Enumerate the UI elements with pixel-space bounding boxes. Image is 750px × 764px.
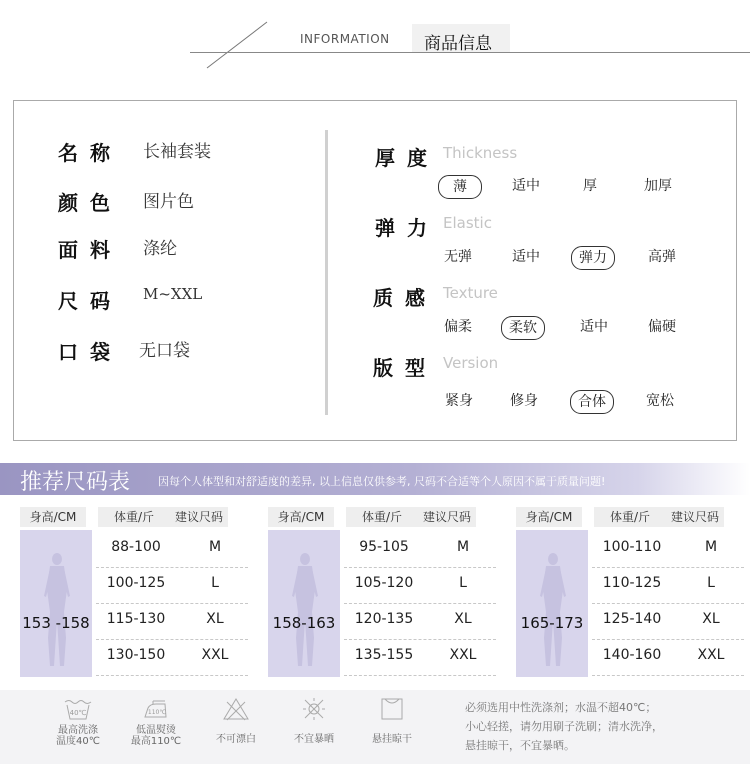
care-instructions bbox=[0, 690, 750, 764]
attr-label-pocket: 口袋 bbox=[58, 340, 122, 364]
attr-label-color: 颜色 bbox=[58, 191, 122, 215]
header-weight: 体重/斤 bbox=[346, 507, 418, 527]
weight-cell: 88-100 bbox=[111, 539, 161, 555]
table-row bbox=[592, 603, 744, 640]
size-cell: M bbox=[456, 539, 470, 555]
feature-en-version: Version bbox=[443, 354, 499, 372]
size-chart-note: 因每个人体型和对舒适度的差异, 以上信息仅供参考, 尺码不合适等个人原因不属于质量问题! bbox=[158, 475, 606, 488]
body-silhouette-icon bbox=[288, 550, 322, 670]
weight-cell: 100-110 bbox=[602, 539, 662, 555]
feature-label-texture: 质感 bbox=[373, 286, 437, 310]
size-cell: L bbox=[707, 575, 715, 591]
texture-option: 适中 bbox=[580, 319, 608, 335]
attr-value-name: 长袖套装 bbox=[143, 142, 211, 162]
care-note-line: 小心轻搓，请勿用刷子洗刷；清水洗净， bbox=[465, 720, 663, 733]
table-row bbox=[96, 531, 248, 568]
size-cell: XL bbox=[702, 611, 720, 627]
height-range: 158-163 bbox=[272, 614, 336, 632]
body-silhouette-icon bbox=[40, 550, 74, 670]
header-height: 身高/CM bbox=[268, 507, 334, 527]
iron-110-icon bbox=[141, 696, 171, 722]
header-height: 身高/CM bbox=[20, 507, 86, 527]
feature-en-texture: Texture bbox=[443, 284, 498, 302]
attr-value-color: 图片色 bbox=[143, 192, 194, 212]
attr-label-fabric: 面料 bbox=[58, 238, 122, 262]
version-option: 合体 bbox=[570, 390, 614, 414]
table-row bbox=[592, 639, 744, 676]
body-silhouette-icon bbox=[536, 550, 570, 670]
weight-cell: 130-150 bbox=[106, 647, 166, 663]
size-cell: XL bbox=[454, 611, 472, 627]
size-cell: XL bbox=[206, 611, 224, 627]
height-cell bbox=[20, 530, 92, 677]
thickness-option: 适中 bbox=[512, 178, 540, 194]
weight-cell: 120-135 bbox=[354, 611, 414, 627]
attr-value-pocket: 无口袋 bbox=[139, 341, 190, 361]
texture-option: 偏硬 bbox=[648, 319, 676, 335]
elastic-option: 适中 bbox=[512, 249, 540, 265]
care-label: 不宜暴晒 bbox=[294, 734, 334, 745]
size-chart-title: 推荐尺码表 bbox=[20, 470, 131, 495]
weight-cell: 100-125 bbox=[106, 575, 166, 591]
weight-cell: 105-120 bbox=[354, 575, 414, 591]
feature-label-thickness: 厚度 bbox=[375, 146, 439, 170]
wash-40-icon bbox=[63, 696, 93, 722]
height-range: 153 -158 bbox=[22, 614, 90, 632]
care-item-wash bbox=[40, 696, 116, 747]
attr-value-size: M~XXL bbox=[143, 285, 203, 303]
no-bleach-icon bbox=[221, 696, 251, 722]
weight-cell: 110-125 bbox=[602, 575, 662, 591]
care-item-hang bbox=[354, 696, 430, 745]
version-option: 修身 bbox=[510, 393, 538, 409]
size-cell: M bbox=[704, 539, 718, 555]
texture-option: 偏柔 bbox=[444, 319, 472, 335]
table-row bbox=[592, 531, 744, 568]
panel-divider bbox=[325, 130, 328, 415]
size-cell: L bbox=[459, 575, 467, 591]
attr-label-size: 尺码 bbox=[58, 289, 122, 313]
size-table-3 bbox=[516, 507, 744, 677]
header-size: 建议尺码 bbox=[666, 507, 724, 527]
size-cell: XXL bbox=[697, 647, 725, 663]
version-option: 宽松 bbox=[646, 393, 674, 409]
header-height: 身高/CM bbox=[516, 507, 582, 527]
care-label: 温度40℃ bbox=[56, 736, 100, 747]
table-row bbox=[344, 639, 496, 676]
thickness-option: 加厚 bbox=[644, 178, 672, 194]
height-range: 165-173 bbox=[520, 614, 584, 632]
version-option: 紧身 bbox=[445, 393, 473, 409]
weight-cell: 135-155 bbox=[354, 647, 414, 663]
attr-value-fabric: 涤纶 bbox=[143, 239, 177, 259]
weight-cell: 125-140 bbox=[602, 611, 662, 627]
care-note-line: 悬挂晾干，不宜暴晒。 bbox=[465, 739, 575, 752]
table-row bbox=[96, 603, 248, 640]
table-row bbox=[96, 639, 248, 676]
care-label: 最高洗涤 bbox=[58, 725, 98, 736]
care-label: 最高110℃ bbox=[130, 736, 182, 747]
size-cell: L bbox=[211, 575, 219, 591]
size-cell: XXL bbox=[449, 647, 477, 663]
table-row bbox=[344, 567, 496, 604]
care-item-bleach bbox=[198, 696, 274, 745]
height-cell bbox=[268, 530, 340, 677]
care-item-sun bbox=[276, 696, 352, 745]
care-label: 不可漂白 bbox=[216, 734, 256, 745]
header-slash-decoration bbox=[205, 20, 275, 70]
iron-temp-text: 110℃ bbox=[147, 709, 167, 716]
weight-cell: 95-105 bbox=[359, 539, 409, 555]
care-note bbox=[465, 698, 745, 755]
elastic-option: 高弹 bbox=[648, 249, 676, 265]
size-cell: XXL bbox=[201, 647, 229, 663]
header-en-title: INFORMATION bbox=[300, 32, 390, 46]
weight-cell: 140-160 bbox=[602, 647, 662, 663]
table-row bbox=[344, 603, 496, 640]
care-label: 低温熨烫 bbox=[136, 725, 176, 736]
elastic-option: 无弹 bbox=[444, 249, 472, 265]
weight-cell: 115-130 bbox=[106, 611, 166, 627]
care-note-line: 必须选用中性洗涤剂；水温不超40℃； bbox=[465, 701, 657, 714]
table-row bbox=[96, 567, 248, 604]
texture-option: 柔软 bbox=[501, 316, 545, 340]
height-cell bbox=[516, 530, 588, 677]
feature-label-elastic: 弹力 bbox=[375, 216, 439, 240]
size-table-1 bbox=[20, 507, 248, 677]
care-item-iron bbox=[118, 696, 194, 747]
header-size: 建议尺码 bbox=[170, 507, 228, 527]
feature-en-elastic: Elastic bbox=[443, 214, 492, 232]
header-weight: 体重/斤 bbox=[594, 507, 666, 527]
table-row bbox=[344, 531, 496, 568]
thickness-option: 薄 bbox=[438, 175, 482, 199]
wash-temp-text: 40℃ bbox=[69, 709, 87, 717]
thickness-option: 厚 bbox=[583, 178, 597, 194]
table-row bbox=[592, 567, 744, 604]
feature-label-version: 版型 bbox=[373, 356, 437, 380]
attr-label-name: 名称 bbox=[58, 141, 122, 165]
header-cn-title: 商品信息 bbox=[424, 34, 492, 54]
feature-en-thickness: Thickness bbox=[443, 144, 518, 162]
hang-dry-icon bbox=[377, 696, 407, 722]
header-weight: 体重/斤 bbox=[98, 507, 170, 527]
no-sun-dry-icon bbox=[299, 696, 329, 722]
header-size: 建议尺码 bbox=[418, 507, 476, 527]
elastic-option: 弹力 bbox=[571, 246, 615, 270]
size-cell: M bbox=[208, 539, 222, 555]
size-table-2 bbox=[268, 507, 496, 677]
care-label: 悬挂晾干 bbox=[372, 734, 412, 745]
